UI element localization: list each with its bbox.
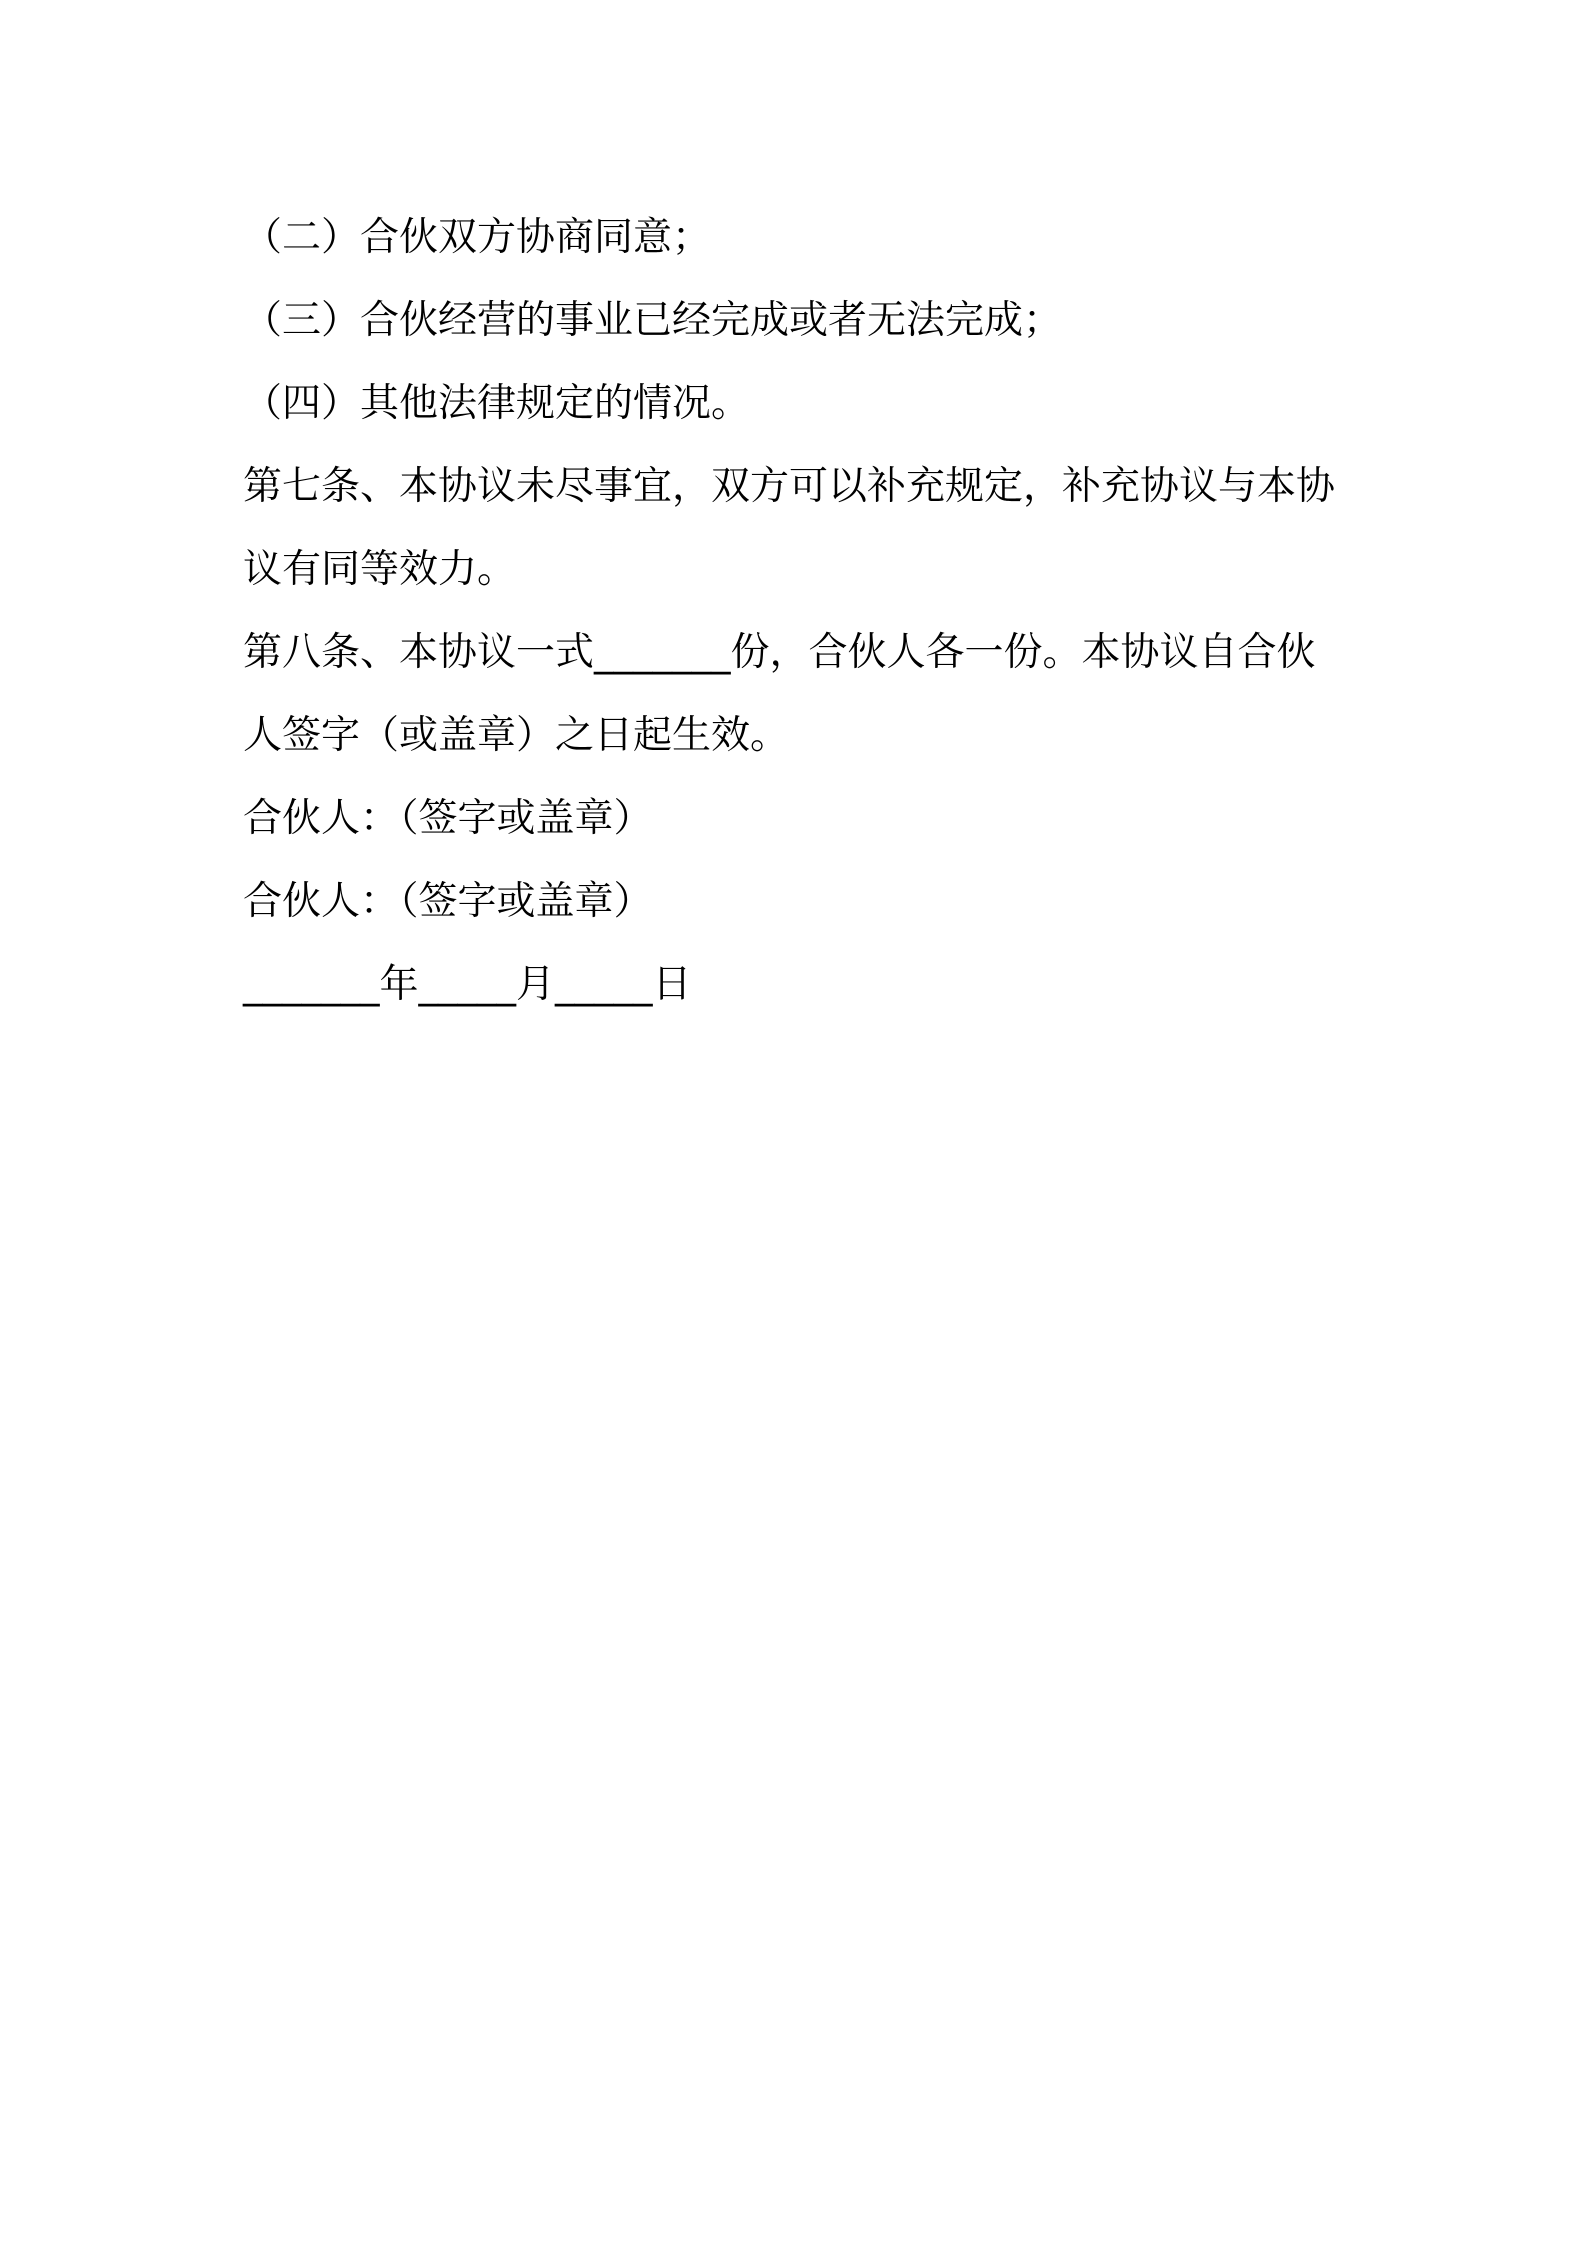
article-7-line-1: 第七条、本协议未尽事宜，双方可以补充规定，补充协议与本协 bbox=[243, 464, 1336, 509]
article-8-line-1: 第八条、本协议一式_______份，合伙人各一份。本协议自合伙 bbox=[243, 630, 1316, 675]
article-7-line-2: 议有同等效力。 bbox=[243, 547, 517, 592]
termination-clause-4: （四）其他法律规定的情况。 bbox=[243, 381, 751, 426]
signing-date: _______年_____月_____日 bbox=[243, 962, 692, 1007]
partner-signature-2: 合伙人：（签字或盖章） bbox=[243, 879, 653, 924]
termination-clause-2: （二）合伙双方协商同意； bbox=[243, 215, 712, 260]
partner-signature-1: 合伙人：（签字或盖章） bbox=[243, 796, 653, 841]
article-8-line-2: 人签字（或盖章）之日起生效。 bbox=[243, 713, 790, 758]
termination-clause-3: （三）合伙经营的事业已经完成或者无法完成； bbox=[243, 298, 1063, 343]
document-body bbox=[243, 196, 1363, 1026]
